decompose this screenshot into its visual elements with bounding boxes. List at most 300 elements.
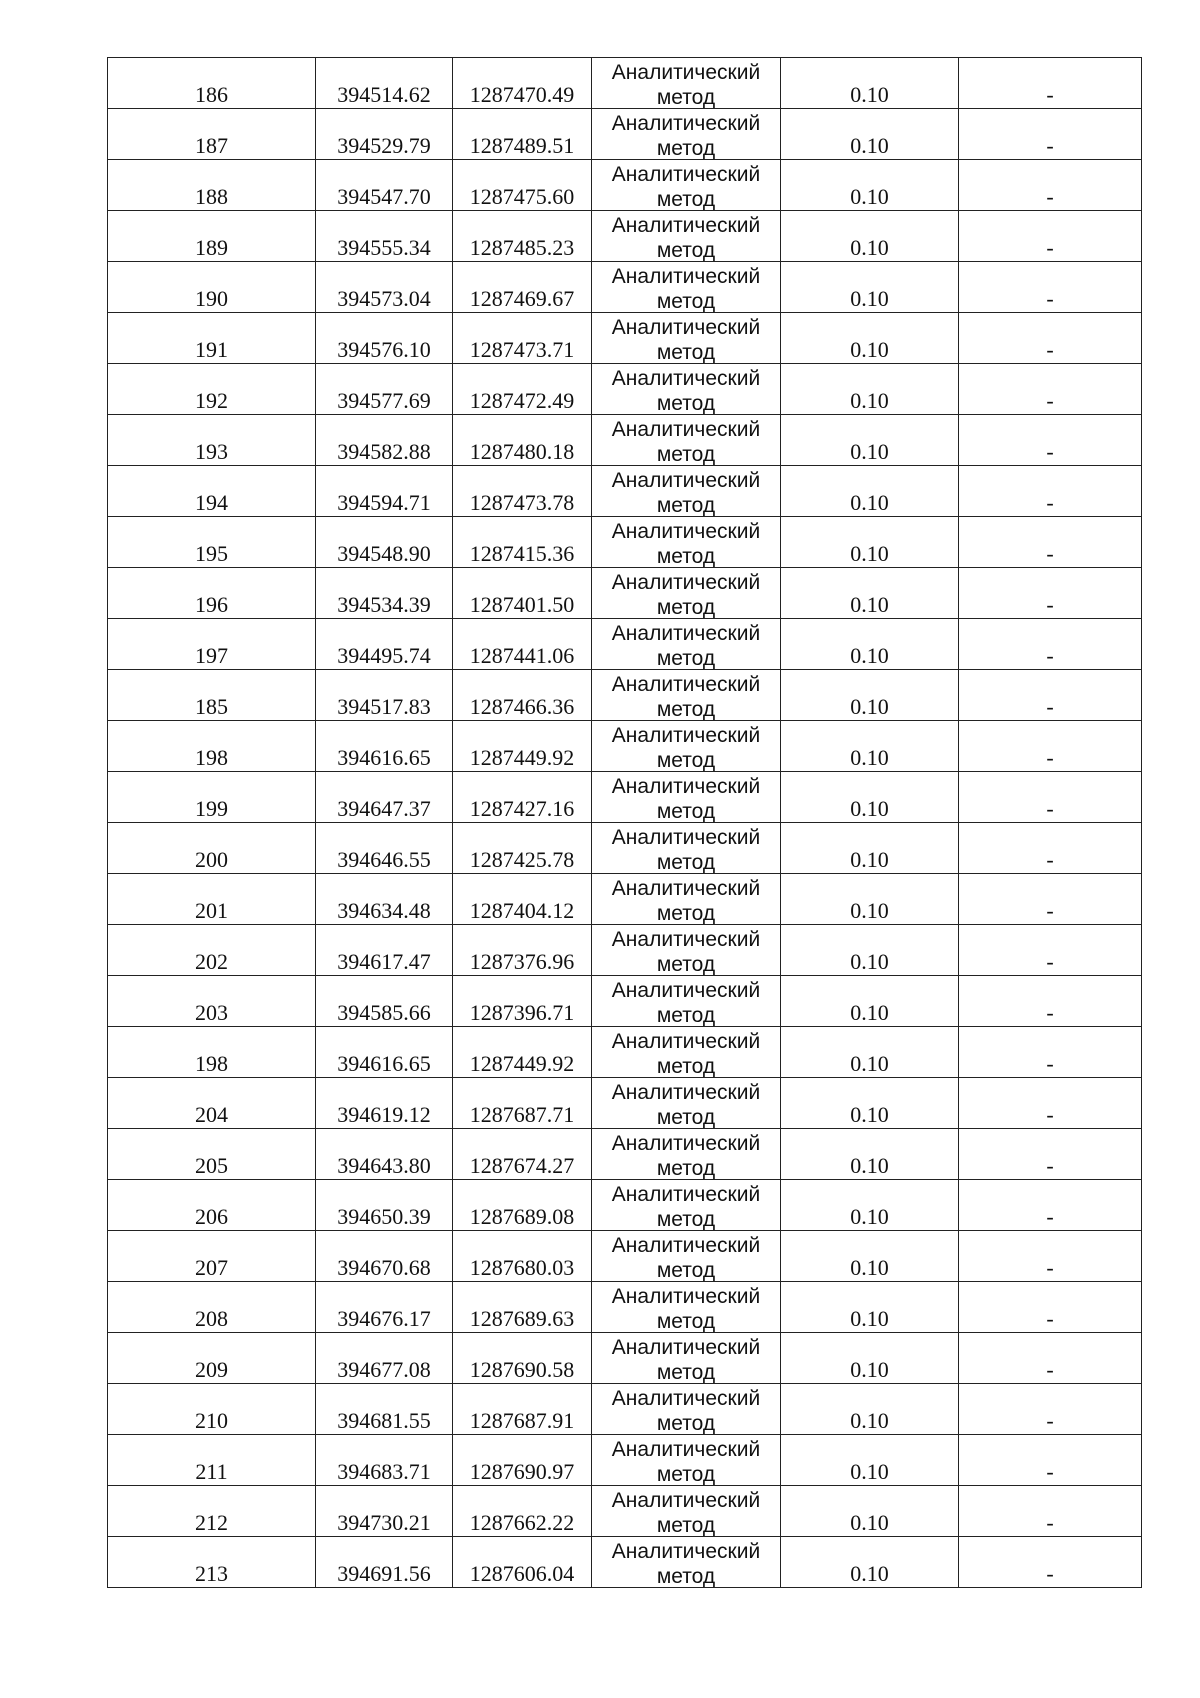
table-row (108, 1486, 1142, 1537)
y-coordinate-cell (453, 1180, 592, 1231)
precision-value: 0.10 (850, 184, 889, 209)
method-line-1: Аналитический (611, 928, 761, 951)
note-value: - (1046, 1510, 1054, 1535)
precision-value: 0.10 (850, 796, 889, 821)
method-line-2: метод (656, 800, 716, 822)
method-line-1: Аналитический (611, 775, 761, 798)
note-value: - (1046, 490, 1054, 515)
y-coordinate-cell (453, 364, 592, 415)
method-text (592, 60, 780, 108)
method-line-2: метод (656, 1106, 716, 1128)
point-number-cell (108, 925, 316, 976)
y-coordinate: 1287473.78 (469, 490, 575, 515)
x-coordinate: 394585.66 (337, 1000, 431, 1025)
y-coordinate: 1287415.36 (469, 541, 575, 566)
method-cell (592, 1129, 781, 1180)
point-number: 192 (195, 388, 228, 413)
table-row (108, 1333, 1142, 1384)
point-number: 188 (195, 184, 228, 209)
method-text (592, 1029, 780, 1077)
note-cell (959, 313, 1142, 364)
precision-cell (781, 415, 959, 466)
precision-value: 0.10 (850, 490, 889, 515)
method-cell (592, 925, 781, 976)
y-coordinate: 1287466.36 (469, 694, 575, 719)
method-cell (592, 109, 781, 160)
point-number: 186 (195, 82, 228, 107)
point-number: 213 (195, 1561, 228, 1586)
point-number-cell (108, 1078, 316, 1129)
method-line-1: Аналитический (611, 1336, 761, 1359)
method-line-1: Аналитический (611, 673, 761, 696)
y-coordinate-cell (453, 211, 592, 262)
point-number: 198 (195, 745, 228, 770)
point-number-cell (108, 772, 316, 823)
x-coordinate: 394616.65 (337, 745, 431, 770)
point-number-cell (108, 160, 316, 211)
x-coordinate-cell (316, 1333, 453, 1384)
precision-cell (781, 721, 959, 772)
y-coordinate-cell (453, 1486, 592, 1537)
x-coordinate: 394534.39 (337, 592, 431, 617)
point-number: 208 (195, 1306, 228, 1331)
note-value: - (1046, 1102, 1054, 1127)
method-text (592, 417, 780, 465)
y-coordinate-cell (453, 466, 592, 517)
y-coordinate: 1287489.51 (469, 133, 575, 158)
method-line-1: Аналитический (611, 1132, 761, 1155)
method-line-2: метод (656, 1157, 716, 1179)
x-coordinate: 394683.71 (337, 1459, 431, 1484)
note-cell (959, 1027, 1142, 1078)
method-line-2: метод (656, 1463, 716, 1485)
y-coordinate: 1287662.22 (469, 1510, 575, 1535)
method-line-2: метод (656, 392, 716, 414)
y-coordinate-cell (453, 1282, 592, 1333)
note-cell (959, 925, 1142, 976)
method-line-2: метод (656, 1310, 716, 1332)
point-number: 196 (195, 592, 228, 617)
y-coordinate: 1287473.71 (469, 337, 575, 362)
point-number-cell (108, 874, 316, 925)
method-line-2: метод (656, 443, 716, 465)
table-row (108, 313, 1142, 364)
x-coordinate-cell (316, 1486, 453, 1537)
x-coordinate: 394619.12 (337, 1102, 431, 1127)
note-value: - (1046, 337, 1054, 362)
precision-cell (781, 670, 959, 721)
point-number-cell (108, 721, 316, 772)
point-number-cell (108, 619, 316, 670)
precision-cell (781, 568, 959, 619)
note-value: - (1046, 1153, 1054, 1178)
method-text (592, 1284, 780, 1332)
method-text (592, 315, 780, 363)
precision-value: 0.10 (850, 898, 889, 923)
method-line-2: метод (656, 545, 716, 567)
x-coordinate: 394617.47 (337, 949, 431, 974)
x-coordinate: 394555.34 (337, 235, 431, 260)
note-cell (959, 466, 1142, 517)
table-row (108, 1537, 1142, 1588)
precision-cell (781, 160, 959, 211)
x-coordinate: 394576.10 (337, 337, 431, 362)
precision-cell (781, 1537, 959, 1588)
method-line-1: Аналитический (611, 418, 761, 441)
method-line-1: Аналитический (611, 877, 761, 900)
y-coordinate: 1287480.18 (469, 439, 575, 464)
x-coordinate: 394676.17 (337, 1306, 431, 1331)
y-coordinate-cell (453, 1027, 592, 1078)
x-coordinate: 394730.21 (337, 1510, 431, 1535)
y-coordinate: 1287376.96 (469, 949, 575, 974)
x-coordinate: 394529.79 (337, 133, 431, 158)
point-number: 191 (195, 337, 228, 362)
note-value: - (1046, 949, 1054, 974)
y-coordinate-cell (453, 568, 592, 619)
point-number: 203 (195, 1000, 228, 1025)
note-value: - (1046, 847, 1054, 872)
method-cell (592, 211, 781, 262)
table-row (108, 211, 1142, 262)
table-row (108, 160, 1142, 211)
y-coordinate-cell (453, 109, 592, 160)
method-line-2: метод (656, 749, 716, 771)
x-coordinate-cell (316, 466, 453, 517)
method-line-2: метод (656, 698, 716, 720)
method-cell (592, 619, 781, 670)
method-line-2: метод (656, 596, 716, 618)
x-coordinate: 394495.74 (337, 643, 431, 668)
precision-value: 0.10 (850, 541, 889, 566)
method-cell (592, 823, 781, 874)
point-number: 206 (195, 1204, 228, 1229)
y-coordinate: 1287396.71 (469, 1000, 575, 1025)
note-cell (959, 1231, 1142, 1282)
method-line-1: Аналитический (611, 61, 761, 84)
precision-value: 0.10 (850, 1153, 889, 1178)
x-coordinate-cell (316, 721, 453, 772)
point-number-cell (108, 1027, 316, 1078)
x-coordinate-cell (316, 1027, 453, 1078)
precision-cell (781, 364, 959, 415)
method-text (592, 264, 780, 312)
x-coordinate: 394670.68 (337, 1255, 431, 1280)
table-row (108, 976, 1142, 1027)
table-row (108, 1384, 1142, 1435)
table-row (108, 1129, 1142, 1180)
method-text (592, 1182, 780, 1230)
method-text (592, 672, 780, 720)
precision-cell (781, 262, 959, 313)
note-value: - (1046, 694, 1054, 719)
point-number: 190 (195, 286, 228, 311)
table-row (108, 1435, 1142, 1486)
x-coordinate-cell (316, 568, 453, 619)
method-text (592, 1080, 780, 1128)
method-line-1: Аналитический (611, 979, 761, 1002)
y-coordinate: 1287689.63 (469, 1306, 575, 1331)
note-value: - (1046, 1459, 1054, 1484)
method-line-2: метод (656, 1565, 716, 1587)
method-cell (592, 262, 781, 313)
x-coordinate-cell (316, 670, 453, 721)
x-coordinate-cell (316, 772, 453, 823)
note-cell (959, 262, 1142, 313)
point-number: 194 (195, 490, 228, 515)
y-coordinate-cell (453, 1537, 592, 1588)
note-cell (959, 160, 1142, 211)
precision-cell (781, 1384, 959, 1435)
x-coordinate: 394517.83 (337, 694, 431, 719)
x-coordinate-cell (316, 1180, 453, 1231)
point-number: 193 (195, 439, 228, 464)
note-value: - (1046, 286, 1054, 311)
note-value: - (1046, 1357, 1054, 1382)
note-cell (959, 364, 1142, 415)
y-coordinate-cell (453, 670, 592, 721)
y-coordinate: 1287485.23 (469, 235, 575, 260)
x-coordinate-cell (316, 1537, 453, 1588)
point-number-cell (108, 976, 316, 1027)
x-coordinate: 394650.39 (337, 1204, 431, 1229)
method-line-2: метод (656, 851, 716, 873)
y-coordinate-cell (453, 313, 592, 364)
note-cell (959, 1129, 1142, 1180)
point-number: 211 (195, 1459, 228, 1484)
y-coordinate: 1287472.49 (469, 388, 575, 413)
method-line-1: Аналитический (611, 265, 761, 288)
precision-value: 0.10 (850, 1306, 889, 1331)
note-value: - (1046, 898, 1054, 923)
note-value: - (1046, 1000, 1054, 1025)
table-row (108, 619, 1142, 670)
note-value: - (1046, 592, 1054, 617)
y-coordinate: 1287690.58 (469, 1357, 575, 1382)
note-value: - (1046, 1255, 1054, 1280)
x-coordinate-cell (316, 1129, 453, 1180)
note-cell (959, 976, 1142, 1027)
method-text (592, 774, 780, 822)
point-number-cell (108, 1129, 316, 1180)
note-cell (959, 619, 1142, 670)
precision-value: 0.10 (850, 82, 889, 107)
method-cell (592, 1027, 781, 1078)
note-cell (959, 670, 1142, 721)
precision-cell (781, 1027, 959, 1078)
method-line-2: метод (656, 1514, 716, 1536)
note-cell (959, 58, 1142, 109)
x-coordinate: 394643.80 (337, 1153, 431, 1178)
note-value: - (1046, 796, 1054, 821)
point-number-cell (108, 415, 316, 466)
precision-cell (781, 823, 959, 874)
method-line-1: Аналитический (611, 1183, 761, 1206)
point-number-cell (108, 1537, 316, 1588)
y-coordinate-cell (453, 517, 592, 568)
x-coordinate-cell (316, 313, 453, 364)
method-line-2: метод (656, 188, 716, 210)
point-number-cell (108, 364, 316, 415)
method-line-1: Аналитический (611, 112, 761, 135)
precision-value: 0.10 (850, 694, 889, 719)
method-cell (592, 1180, 781, 1231)
method-line-2: метод (656, 239, 716, 261)
method-cell (592, 721, 781, 772)
note-cell (959, 211, 1142, 262)
precision-value: 0.10 (850, 1255, 889, 1280)
method-line-1: Аналитический (611, 1234, 761, 1257)
method-line-2: метод (656, 1259, 716, 1281)
precision-value: 0.10 (850, 1000, 889, 1025)
precision-cell (781, 874, 959, 925)
y-coordinate: 1287425.78 (469, 847, 575, 872)
y-coordinate: 1287469.67 (469, 286, 575, 311)
point-number-cell (108, 1435, 316, 1486)
point-number-cell (108, 823, 316, 874)
table-row (108, 1180, 1142, 1231)
table-row (108, 568, 1142, 619)
note-value: - (1046, 643, 1054, 668)
note-cell (959, 721, 1142, 772)
method-line-1: Аналитический (611, 367, 761, 390)
method-line-1: Аналитический (611, 724, 761, 747)
note-cell (959, 1384, 1142, 1435)
method-line-2: метод (656, 494, 716, 516)
note-cell (959, 772, 1142, 823)
point-number-cell (108, 670, 316, 721)
point-number: 204 (195, 1102, 228, 1127)
y-coordinate: 1287606.04 (469, 1561, 575, 1586)
precision-value: 0.10 (850, 1357, 889, 1382)
x-coordinate-cell (316, 1078, 453, 1129)
precision-cell (781, 1333, 959, 1384)
method-line-1: Аналитический (611, 316, 761, 339)
precision-cell (781, 211, 959, 262)
y-coordinate-cell (453, 823, 592, 874)
method-cell (592, 1486, 781, 1537)
x-coordinate: 394634.48 (337, 898, 431, 923)
point-number-cell (108, 517, 316, 568)
method-line-2: метод (656, 1208, 716, 1230)
point-number: 197 (195, 643, 228, 668)
table-row (108, 925, 1142, 976)
table-row (108, 364, 1142, 415)
note-cell (959, 1537, 1142, 1588)
method-text (592, 111, 780, 159)
point-number-cell (108, 313, 316, 364)
table-row (108, 772, 1142, 823)
coordinates-table-body (108, 58, 1142, 1588)
x-coordinate-cell (316, 619, 453, 670)
method-text (592, 876, 780, 924)
note-value: - (1046, 1561, 1054, 1586)
method-line-2: метод (656, 137, 716, 159)
y-coordinate: 1287680.03 (469, 1255, 575, 1280)
method-line-1: Аналитический (611, 1387, 761, 1410)
precision-cell (781, 517, 959, 568)
note-value: - (1046, 82, 1054, 107)
method-text (592, 1131, 780, 1179)
y-coordinate: 1287401.50 (469, 592, 575, 617)
method-text (592, 570, 780, 618)
precision-value: 0.10 (850, 949, 889, 974)
note-cell (959, 568, 1142, 619)
point-number: 195 (195, 541, 228, 566)
x-coordinate: 394594.71 (337, 490, 431, 515)
note-cell (959, 109, 1142, 160)
method-text (592, 825, 780, 873)
point-number-cell (108, 58, 316, 109)
x-coordinate: 394681.55 (337, 1408, 431, 1433)
precision-value: 0.10 (850, 337, 889, 362)
method-text (592, 1488, 780, 1536)
method-cell (592, 466, 781, 517)
y-coordinate-cell (453, 772, 592, 823)
precision-value: 0.10 (850, 1510, 889, 1535)
table-row (108, 1078, 1142, 1129)
precision-cell (781, 1078, 959, 1129)
method-cell (592, 772, 781, 823)
method-line-2: метод (656, 1055, 716, 1077)
y-coordinate: 1287687.71 (469, 1102, 575, 1127)
y-coordinate-cell (453, 58, 592, 109)
note-cell (959, 823, 1142, 874)
point-number-cell (108, 109, 316, 160)
point-number: 202 (195, 949, 228, 974)
y-coordinate: 1287690.97 (469, 1459, 575, 1484)
method-text (592, 978, 780, 1026)
precision-value: 0.10 (850, 1408, 889, 1433)
y-coordinate-cell (453, 262, 592, 313)
method-text (592, 519, 780, 567)
y-coordinate: 1287475.60 (469, 184, 575, 209)
y-coordinate-cell (453, 1435, 592, 1486)
point-number: 199 (195, 796, 228, 821)
method-cell (592, 1078, 781, 1129)
method-line-1: Аналитический (611, 1489, 761, 1512)
point-number-cell (108, 1180, 316, 1231)
method-text (592, 1233, 780, 1281)
y-coordinate: 1287689.08 (469, 1204, 575, 1229)
method-cell (592, 517, 781, 568)
method-text (592, 366, 780, 414)
point-number: 210 (195, 1408, 228, 1433)
precision-value: 0.10 (850, 235, 889, 260)
point-number-cell (108, 466, 316, 517)
y-coordinate-cell (453, 721, 592, 772)
note-value: - (1046, 541, 1054, 566)
precision-value: 0.10 (850, 592, 889, 617)
method-text (592, 213, 780, 261)
table-row (108, 1027, 1142, 1078)
x-coordinate-cell (316, 160, 453, 211)
x-coordinate: 394691.56 (337, 1561, 431, 1586)
method-text (592, 162, 780, 210)
method-line-1: Аналитический (611, 1285, 761, 1308)
point-number-cell (108, 568, 316, 619)
point-number-cell (108, 1384, 316, 1435)
point-number-cell (108, 1231, 316, 1282)
method-cell (592, 976, 781, 1027)
precision-cell (781, 925, 959, 976)
method-line-1: Аналитический (611, 1438, 761, 1461)
point-number: 187 (195, 133, 228, 158)
y-coordinate-cell (453, 1384, 592, 1435)
table-row (108, 466, 1142, 517)
precision-value: 0.10 (850, 286, 889, 311)
precision-value: 0.10 (850, 1204, 889, 1229)
